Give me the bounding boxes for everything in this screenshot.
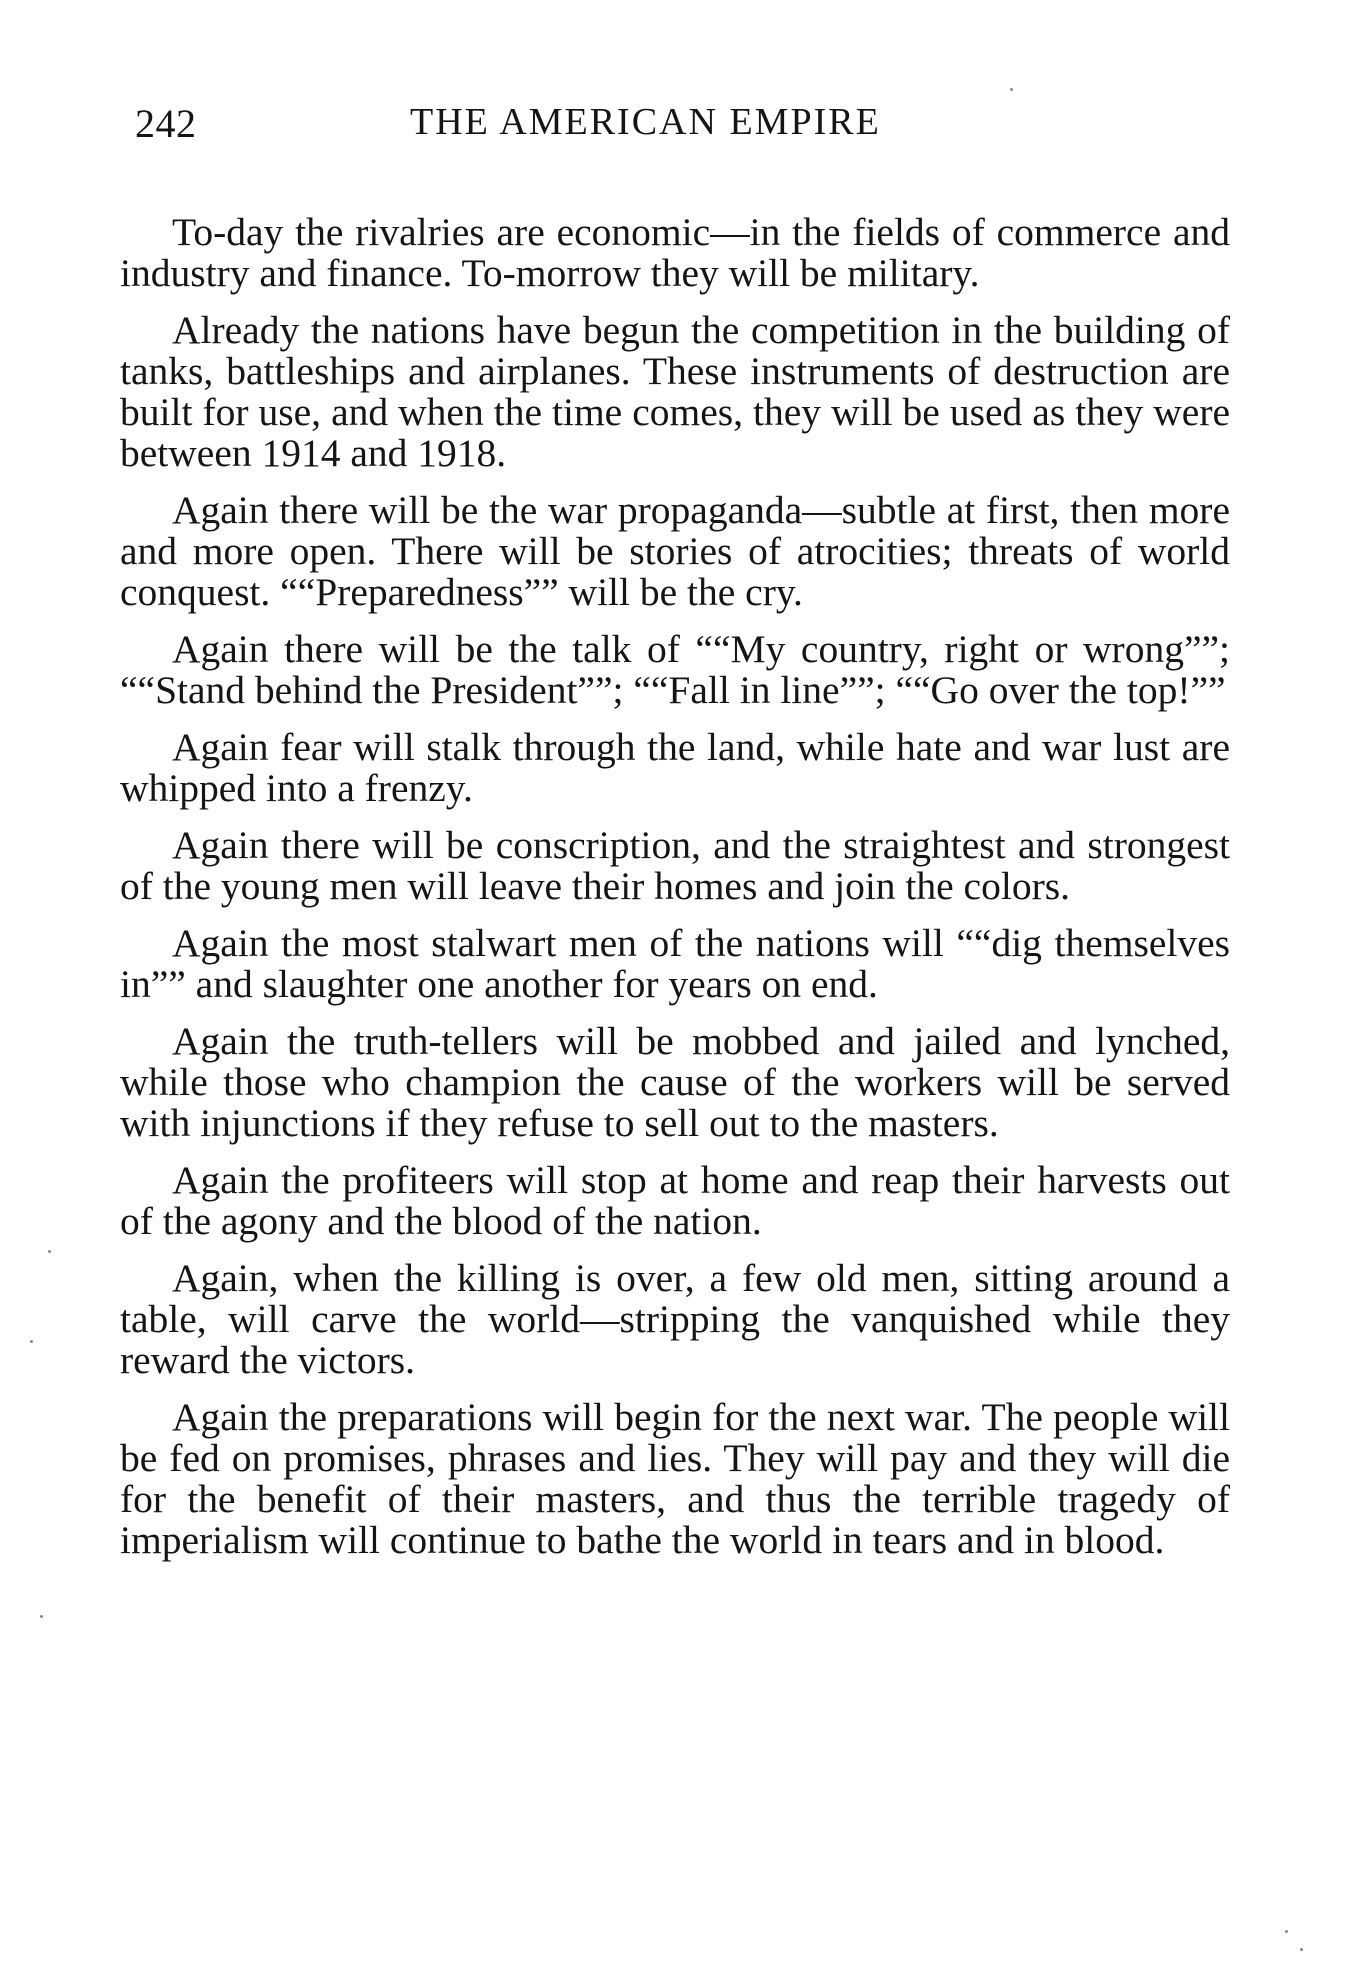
paragraph: To-day the rivalries are economic—in the fields of commerce and industry and finance. To-morrow they will be military. — [120, 210, 1230, 295]
paragraph: Again the most stalwart men of the nations will ““dig themselves in”” and slaughter one another for years on end. — [120, 921, 1230, 1006]
body-text — [120, 212, 1230, 1577]
paragraph: Again there will be the talk of ““My country, right or wrong””; ““Stand behind the President””; ““Fall in line””; ““Go over the top!”” — [120, 627, 1230, 712]
print-speck — [1300, 1948, 1303, 1951]
paragraph: Again the preparations will begin for the next war. The people will be fed on promises, phrases and lies. They will pay and they will die for the benefit of their masters, and thus the terrible tragedy of imperialism will continue to bathe the world in tears and in blood. — [120, 1395, 1230, 1562]
print-speck — [30, 1340, 33, 1343]
paragraph: Again the truth-tellers will be mobbed and jailed and lynched, while those who champion the cause of the workers will be served with injunctions if they refuse to sell out to the masters. — [120, 1019, 1230, 1145]
page-number: 242 — [135, 101, 197, 146]
paragraph: Again fear will stalk through the land, while hate and war lust are whipped into a frenzy. — [120, 725, 1230, 810]
print-speck — [1010, 88, 1013, 91]
paragraph: Again there will be conscription, and the straightest and strongest of the young men will leave their homes and join the colors. — [120, 823, 1230, 908]
paragraph: Already the nations have begun the competition in the building of tanks, battleships and airplanes. These instruments of destruction are built for use, and when the time comes, they will be used as they were between 1914 and 1918. — [120, 308, 1230, 475]
book-title: THE AMERICAN EMPIRE — [410, 101, 881, 143]
print-speck — [1285, 1930, 1288, 1933]
paragraph: Again, when the killing is over, a few old men, sitting around a table, will carve the world—stripping the vanquished while they reward the victors. — [120, 1256, 1230, 1382]
paragraph: Again there will be the war propaganda—subtle at first, then more and more open. There will be stories of atrocities; threats of world conquest. ““Preparedness”” will be the cry. — [120, 488, 1230, 614]
print-speck — [48, 1250, 51, 1253]
paragraph: Again the profiteers will stop at home and reap their harvests out of the agony and the blood of the nation. — [120, 1158, 1230, 1243]
running-head — [135, 100, 1225, 160]
print-speck — [40, 1615, 43, 1618]
